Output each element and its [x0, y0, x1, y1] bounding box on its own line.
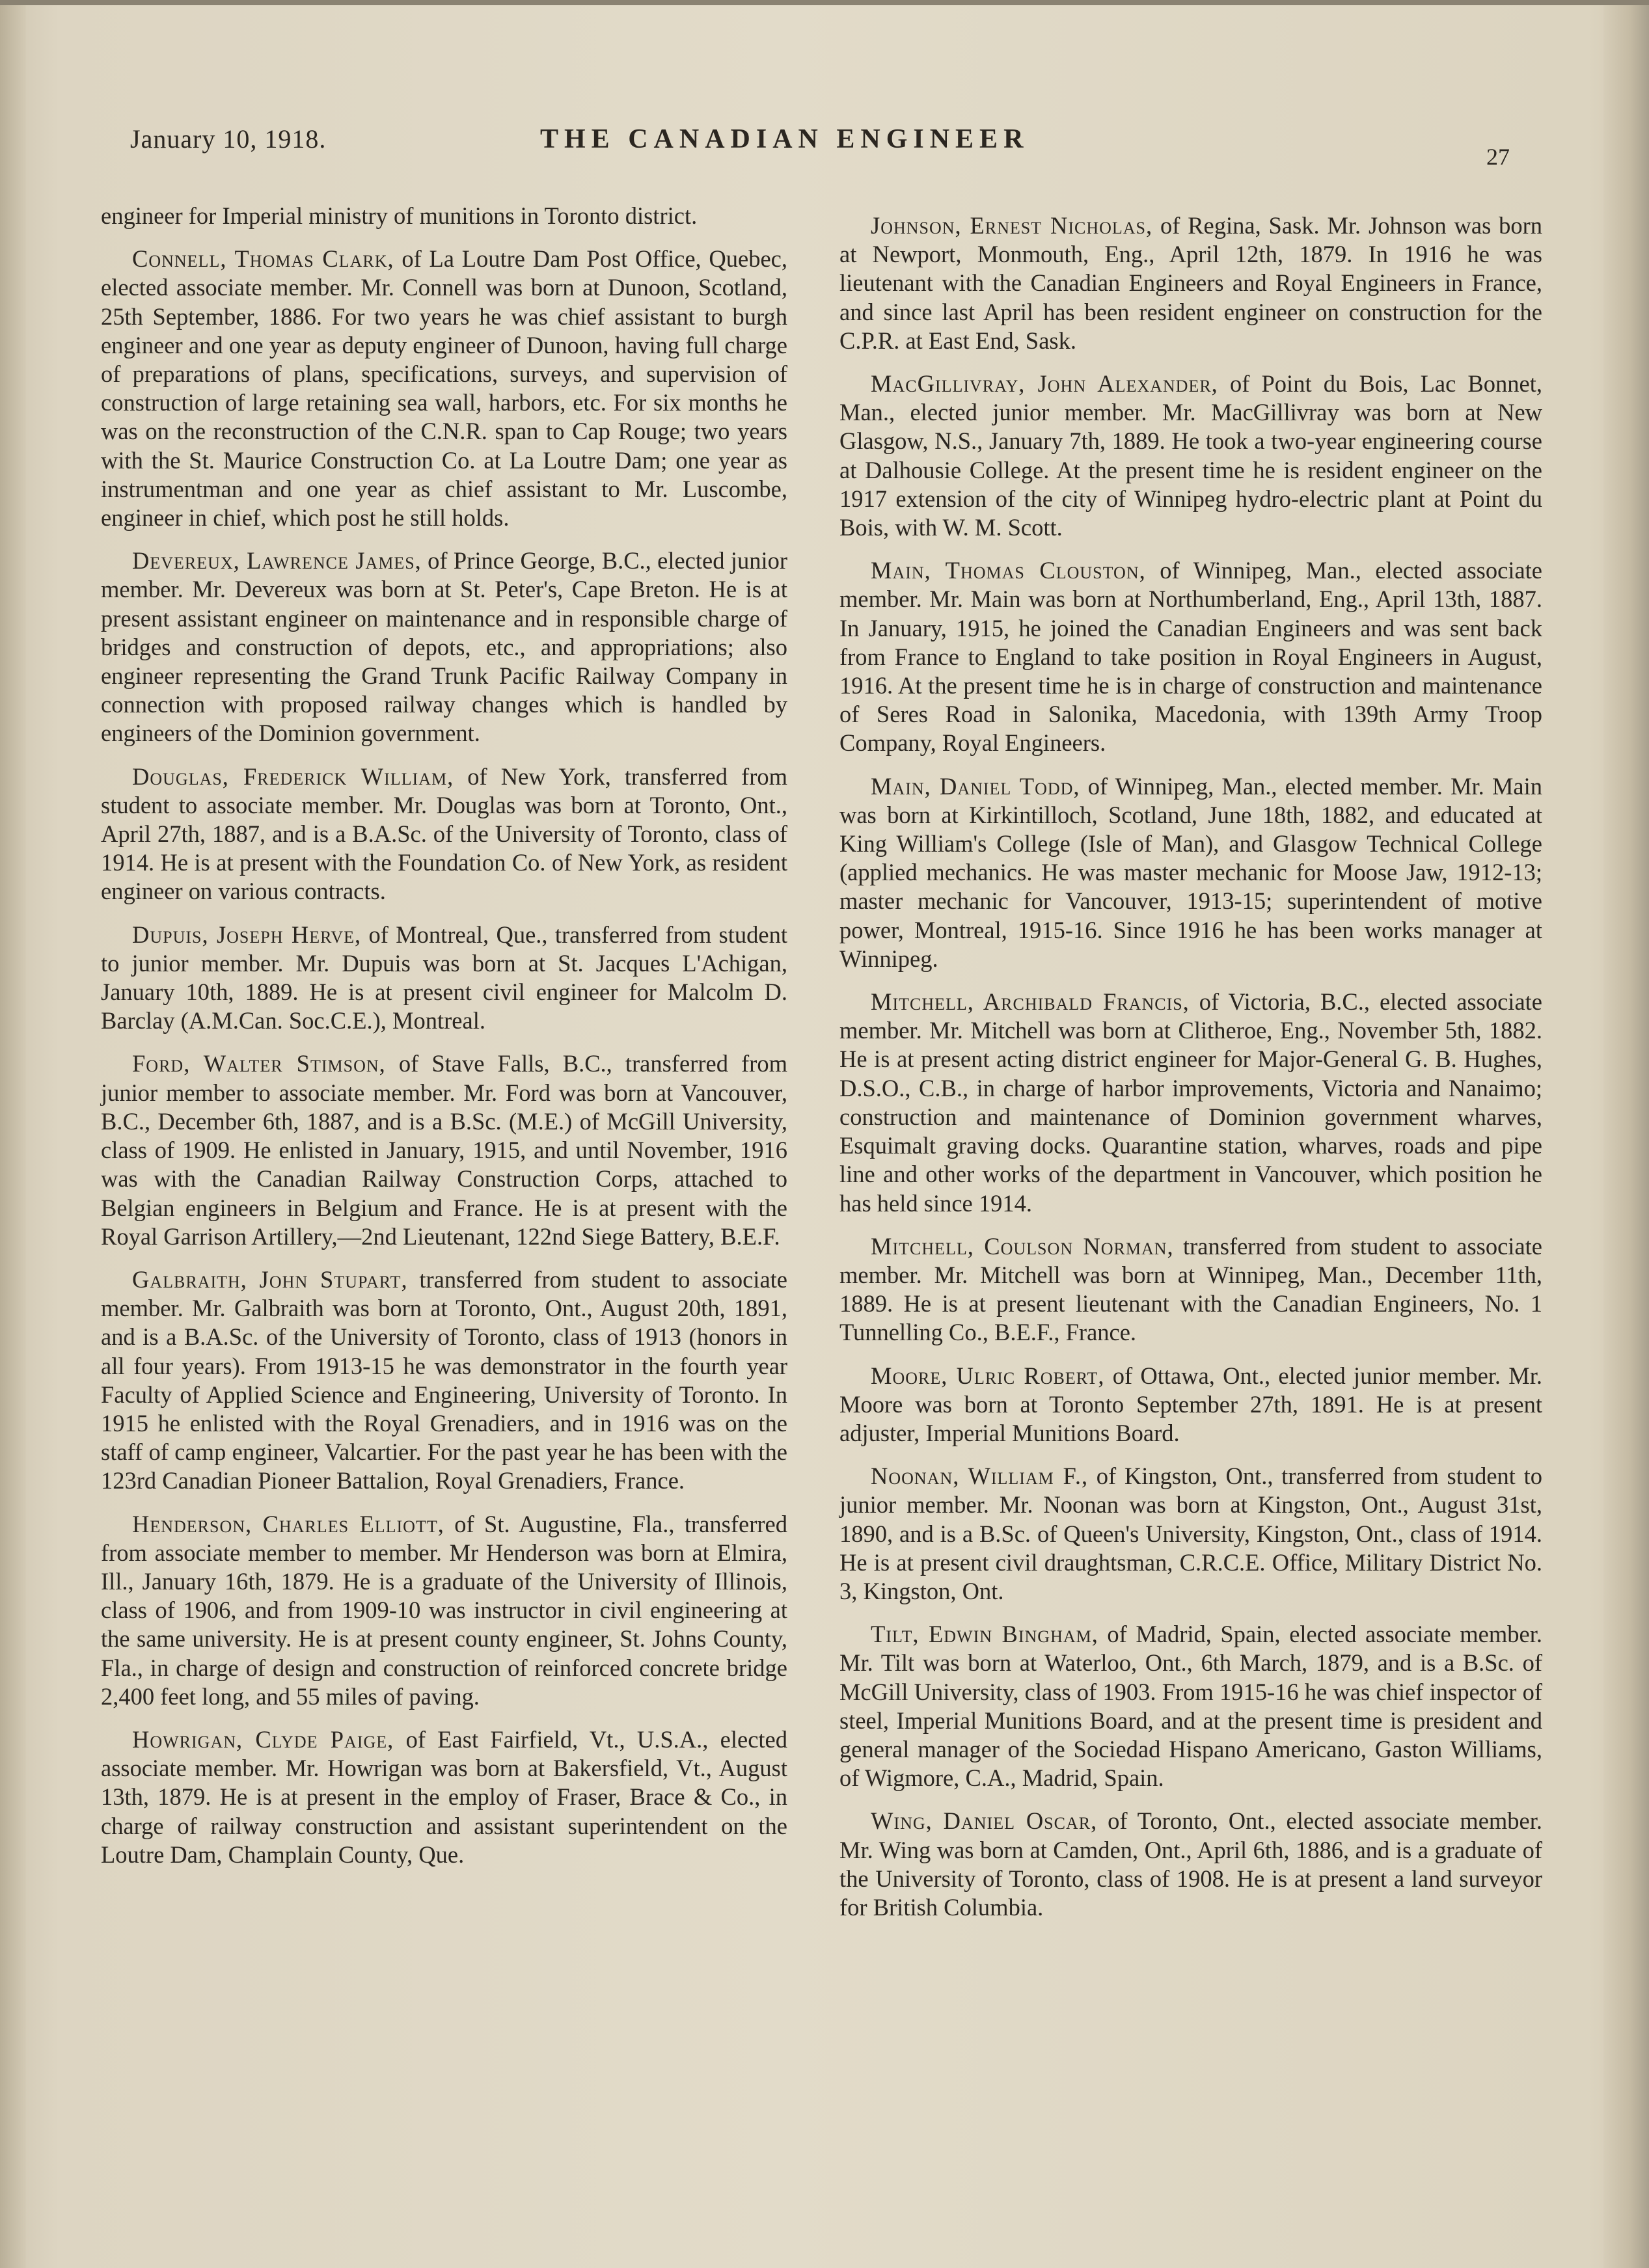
- member-description: of Victoria, B.C., elected associate member. Mr. Mitchell was born at Clitheroe, Eng., November 5th, 1882. He is at present acting district engineer for Major-General G. B. Hughes, D.S.O., C.B., in charge of harbor improvements, Victoria and Nanaimo; construction and maintenance of Dominion government wharves, Esquimalt graving docks. Quarantine station, wharves, roads and pipe line and other works of the department in Vancouver, which position he has held since 1914.: [839, 988, 1542, 1217]
- page-edge: [1603, 0, 1649, 2268]
- member-description: of Stave Falls, B.C., transferred from junior member to associate member. Mr. Ford was born at Vancouver, B.C., December 6th, 1887, and is a B.Sc. (M.E.) of McGill University, class of 1909. He enlisted in January, 1915, and until November, 1916 was with the Canadian Railway Construction Corps, attached to Belgian engineers in Belgium and France. He is at present with the Royal Garrison Artillery,—2nd Lieutenant, 122nd Siege Battery, B.E.F.: [101, 1050, 787, 1250]
- member-entry: [101, 245, 787, 532]
- member-entry: [839, 1462, 1542, 1606]
- member-name: Wing, Daniel Oscar,: [871, 1807, 1098, 1835]
- member-entry: [101, 921, 787, 1036]
- member-entry: [839, 211, 1542, 355]
- member-name: MacGillivray, John Alexander,: [871, 370, 1218, 398]
- member-entry: [101, 1725, 787, 1869]
- running-header: [130, 124, 1510, 170]
- member-entry: [839, 370, 1542, 542]
- member-description: of Ottawa, Ont., elected junior member. Mr. Moore was born at Toronto September 27th, 1891. He is at present adjuster, Imperial Munitions Board.: [839, 1362, 1542, 1446]
- member-name: Mitchell, Coulson Norman,: [871, 1232, 1174, 1260]
- member-entry: [101, 763, 787, 906]
- member-description: of Regina, Sask. Mr. Johnson was born at Newport, Monmouth, Eng., April 12th, 1879. In 1916 he was lieutenant with the Canadian Engineers and Royal Engineers in France, and since last April has been resident engineer on construction for the C.P.R. at East End, Sask.: [839, 212, 1543, 354]
- scan-border: [0, 0, 1649, 5]
- page-number: 27: [1486, 144, 1510, 170]
- member-description: of Winnipeg, Man., elected associate member. Mr. Main was born at Northumberland, Eng., April 13th, 1887. In January, 1915, he joined the Canadian Engineers and was sent back from France to England to take position in Royal Engineers in August, 1916. At the present time he is in charge of construction and maintenance of Seres Road in Salonika, Macedonia, with 139th Army Troop Company, Royal Engineers.: [839, 557, 1543, 757]
- member-name: Ford, Walter Stimson,: [132, 1050, 386, 1077]
- member-description: of Madrid, Spain, elected associate member. Mr. Tilt was born at Waterloo, Ont., 6th March, 1879, and is a B.Sc. of McGill University, class of 1903. From 1915-16 he was chief inspector of steel, Imperial Munitions Board, and at the present time is president and general manager of the Sociedad Hispano Americano, Gaston Williams, of Wigmore, C.A., Madrid, Spain.: [839, 1621, 1542, 1792]
- member-name: Connell, Thomas Clark,: [132, 245, 394, 273]
- member-entry: [839, 556, 1542, 757]
- member-entry: [101, 547, 787, 748]
- member-name: Main, Thomas Clouston,: [871, 557, 1146, 584]
- member-entry: [101, 1049, 787, 1250]
- member-name: Devereux, Lawrence James,: [132, 547, 422, 574]
- member-description: engineer for Imperial ministry of munitions in Toronto district.: [101, 202, 698, 229]
- member-entry: [101, 1510, 787, 1711]
- member-description: transferred from student to associate member. Mr. Galbraith was born at Toronto, Ont., August 20th, 1891, and is a B.A.Sc. of the University of Toronto, class of 1913 (honors in all four years). From 1913-15 he was demonstrator in the fourth year Faculty of Applied Science and Engineering, University of Toronto. In 1915 he enlisted with the Royal Grenadiers, and in 1916 was on the staff of camp engineer, Valcartier. For the past year he has been with the 123rd Canadian Pioneer Battalion, Royal Grenadiers, France.: [101, 1265, 787, 1494]
- member-description: of Point du Bois, Lac Bonnet, Man., elected junior member. Mr. MacGillivray was born at New Glasgow, N.S., January 7th, 1889. He took a two-year engineering course at Dalhousie College. At the present time he is resident engineer on the 1917 extension of the city of Winnipeg hydro-electric plant at Point du Bois, with W. M. Scott.: [839, 370, 1542, 541]
- member-name: Galbraith, John Stupart,: [132, 1265, 408, 1293]
- member-name: Douglas, Frederick William,: [132, 763, 454, 790]
- member-description: of Montreal, Que., transferred from student to junior member. Mr. Dupuis was born at St. Jacques L'Achigan, January 10th, 1889. He is at present civil engineer for Malcolm D. Barclay (A.M.Can. Soc.C.E.), Montreal.: [101, 921, 787, 1034]
- left-column: [101, 202, 787, 1883]
- right-column: [839, 211, 1542, 1936]
- member-name: Noonan, William F.,: [871, 1463, 1089, 1490]
- member-name: Howrigan, Clyde Paige,: [132, 1725, 394, 1753]
- member-name: Moore, Ulric Robert,: [871, 1362, 1105, 1389]
- member-entry: [101, 202, 787, 230]
- member-description: of La Loutre Dam Post Office, Quebec, elected associate member. Mr. Connell was born at Dunoon, Scotland, 25th September, 1886. For two years he was chief assistant to burgh engineer and one year as deputy engineer of Dunoon, having full charge of preparations of plans, specifications, surveys, and supervision of construction of large retaining sea wall, harbors, etc. For six months he was on the reconstruction of the C.N.R. span to Cap Rouge; two years with the St. Maurice Construction Co. at La Loutre Dam; one year as instrumentman and one year as chief assistant to Mr. Luscombe, engineer in chief, which post he still holds.: [101, 245, 787, 532]
- member-name: Tilt, Edwin Bingham,: [871, 1621, 1098, 1648]
- member-description: of St. Augustine, Fla., transferred from associate member to member. Mr Henderson was born at Elmira, Ill., January 16th, 1879. He is a graduate of the University of Illinois, class of 1906, and from 1909-10 was instructor in civil engineering at the same university. He is at present county engineer, St. Johns County, Fla., in charge of design and construction of reinforced concrete bridge 2,400 feet long, and 55 miles of paving.: [101, 1510, 787, 1710]
- member-description: of Winnipeg, Man., elected member. Mr. Main was born at Kirkintilloch, Scotland, June 18th, 1882, and educated at King William's College (Isle of Man), and Glasgow Technical College (applied mechanics. He was master mechanic for Moose Jaw, 1912-13; master mechanic for Vancouver, 1913-15; superintendent of motive power, Montreal, 1915-16. Since 1916 he has been works manager at Winnipeg.: [839, 772, 1542, 972]
- member-entry: [839, 1362, 1542, 1448]
- member-entry: [839, 1620, 1542, 1792]
- binding-shadow: [0, 0, 26, 2268]
- member-name: Henderson, Charles Elliott,: [132, 1510, 444, 1537]
- member-entry: [839, 772, 1542, 973]
- member-name: Mitchell, Archibald Francis,: [871, 988, 1190, 1016]
- member-description: of Prince George, B.C., elected junior member. Mr. Devereux was born at St. Peter's, Cape Breton. He is at present assistant engineer on maintenance and in responsible charge of bridges and construction of depots, etc., and appropriations; also engineer representing the Grand Trunk Pacific Railway Company in connection with proposed railway changes which is handled by engineers of the Dominion government.: [101, 547, 787, 747]
- member-description: of New York, transferred from student to associate member. Mr. Douglas was born at Toronto, Ont., April 27th, 1887, and is a B.A.Sc. of the University of Toronto, class of 1914. He is at present with the Foundation Co. of New York, as resident engineer on various contracts.: [101, 763, 787, 905]
- member-name: Johnson, Ernest Nicholas,: [871, 212, 1153, 239]
- member-entry: [839, 988, 1542, 1218]
- issue-date: January 10, 1918.: [130, 124, 327, 154]
- member-description: of Toronto, Ont., elected associate member. Mr. Wing was born at Camden, Ont., April 6th, 1886, and is a graduate of the University of Toronto, class of 1908. He is at present a land surveyor for British Columbia.: [839, 1807, 1543, 1921]
- member-description: of Kingston, Ont., transferred from student to junior member. Mr. Noonan was born at Kingston, Ont., August 31st, 1890, and is a B.Sc. of Queen's University, Kingston, Ont., class of 1914. He is at present civil draughtsman, C.R.C.E. Office, Military District No. 3, Kingston, Ont.: [839, 1463, 1543, 1604]
- member-name: Dupuis, Joseph Herve,: [132, 921, 362, 948]
- member-name: Main, Daniel Todd,: [871, 772, 1080, 800]
- member-entry: [839, 1232, 1542, 1347]
- journal-title: THE CANADIAN ENGINEER: [540, 124, 1029, 154]
- member-entry: [839, 1807, 1542, 1922]
- member-description: transferred from student to associate member. Mr. Mitchell was born at Winnipeg, Man., December 11th, 1889. He is at present lieutenant with the Canadian Engineers, No. 1 Tunnelling Co., B.E.F., France.: [839, 1232, 1542, 1346]
- member-entry: [101, 1265, 787, 1496]
- member-description: of East Fairfield, Vt., U.S.A., elected associate member. Mr. Howrigan was born at Bakersfield, Vt., August 13th, 1879. He is at present in the employ of Fraser, Brace & Co., in charge of railway construction and assistant superintendent on the Loutre Dam, Champlain County, Que.: [101, 1725, 787, 1868]
